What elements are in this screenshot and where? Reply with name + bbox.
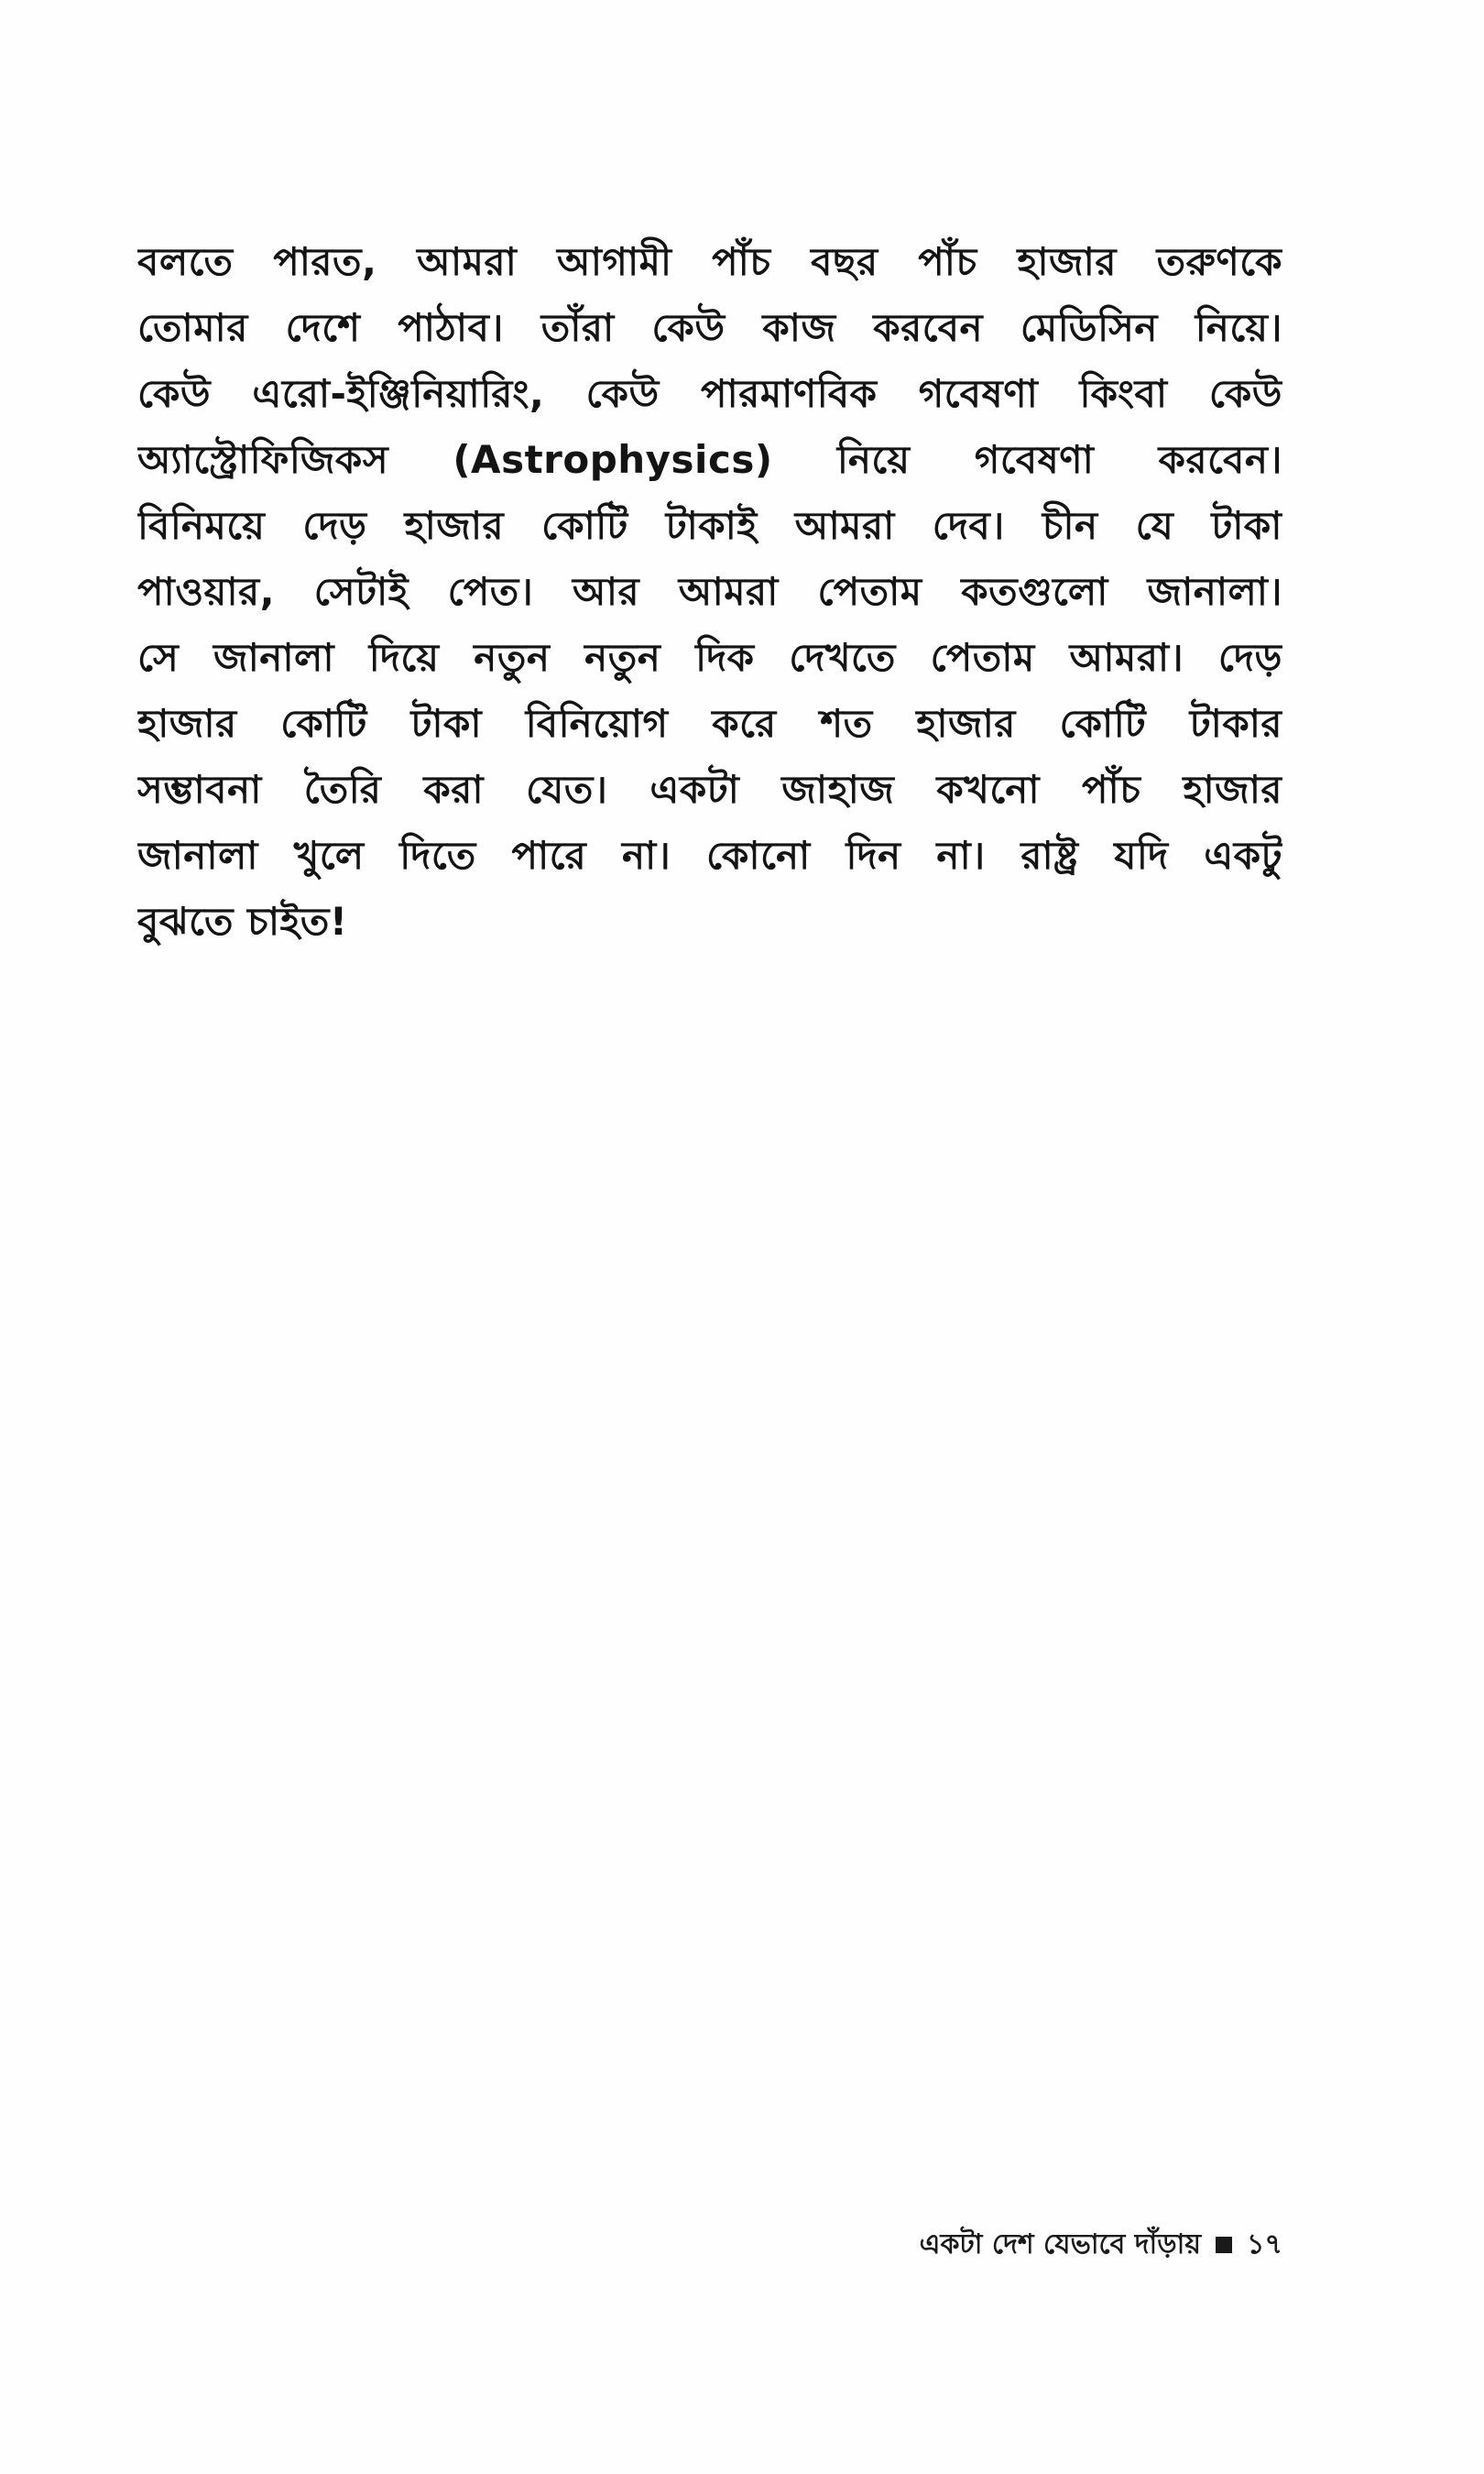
page-number: ১৭: [1247, 2228, 1282, 2261]
text-line: বিনিময়ে দেড় হাজার কোটি টাকাই আমরা দেব। চীন যে টাকা: [137, 503, 1282, 548]
square-bullet-icon: [1216, 2237, 1232, 2253]
running-footer: [920, 2222, 1282, 2268]
text-line: কেউ এরো-ইঞ্জিনিয়ারিং, কেউ পারমাণবিক গবেষণা কিংবা কেউ: [137, 371, 1282, 416]
text-line: পাওয়ার, সেটাই পেত। আর আমরা পেতাম কতগুলো জানালা।: [137, 569, 1282, 614]
text-line: বুঝতে চাইত!: [137, 899, 348, 944]
text-line: সে জানালা দিয়ে নতুন নতুন দিক দেখতে পেতাম আমরা। দেড়: [137, 635, 1282, 680]
text-line: অ্যাস্ট্রোফিজিকস (Astrophysics) নিয়ে গবেষণা করবেন।: [137, 437, 1282, 482]
text-line: তোমার দেশে পাঠাব। তাঁরা কেউ কাজ করবেন মেডিসিন নিয়ে।: [137, 305, 1282, 350]
text-line: সম্ভাবনা তৈরি করা যেত। একটা জাহাজ কখনো পাঁচ হাজার: [137, 767, 1282, 812]
text-line: জানালা খুলে দিতে পারে না। কোনো দিন না। রাষ্ট্র যদি একটু: [137, 833, 1282, 878]
body-paragraph: [137, 229, 1282, 955]
footer-book-title: একটা দেশ যেভাবে দাঁড়ায়: [919, 2228, 1202, 2261]
text-line: হাজার কোটি টাকা বিনিয়োগ করে শত হাজার কোটি টাকার: [137, 701, 1282, 746]
text-line: বলতে পারত, আমরা আগামী পাঁচ বছর পাঁচ হাজার তরুণকে: [137, 239, 1282, 284]
